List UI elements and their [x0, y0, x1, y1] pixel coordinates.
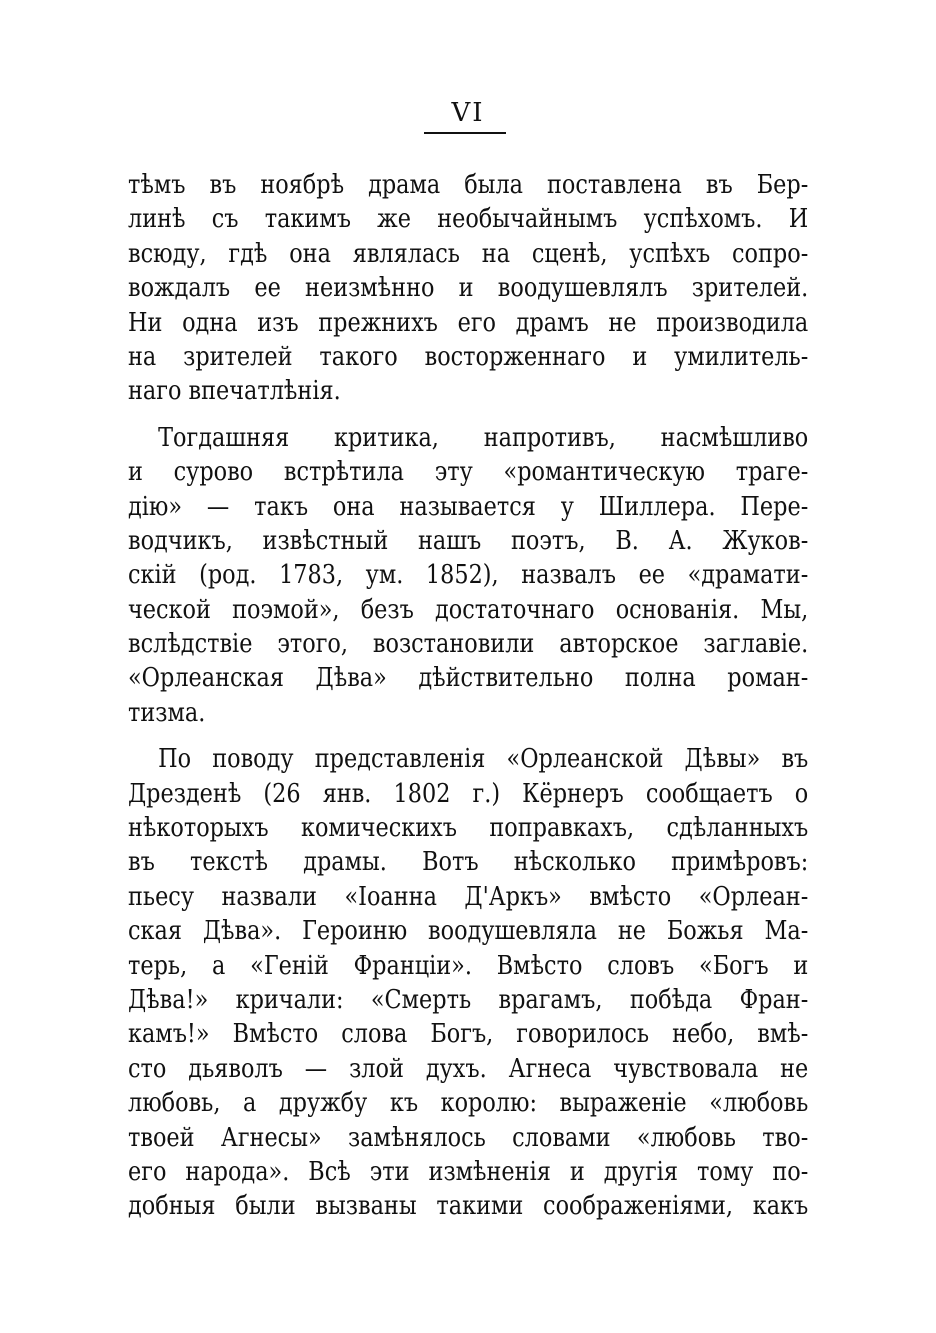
- text-line: пьесу назвали «Іоанна Д'Аркъ» вмѣсто «Орлеан-: [128, 881, 809, 912]
- text-line: Дрезденѣ (26 янв. 1802 г.) Кёрнеръ сообщаетъ о: [128, 778, 809, 809]
- text-line: линѣ съ такимъ же необычайнымъ успѣхомъ. И: [128, 204, 809, 235]
- text-line: Тогдашняя критика, напротивъ, насмѣшливо: [158, 422, 809, 453]
- page-number-rule: [424, 132, 506, 134]
- text-line: тѣмъ въ ноябрѣ драма была поставлена въ Бер-: [128, 170, 809, 200]
- text-line: Дѣва!» кричали: «Смерть врагамъ, побѣда Фран-: [128, 984, 809, 1015]
- text-line: водчикъ, извѣстный нашъ поэтъ, В. А. Жуков-: [128, 525, 809, 556]
- paragraph-3: [128, 742, 808, 1223]
- body-text: [128, 168, 808, 1224]
- text-line: ческой поэмой», безъ достаточнаго основанія. Мы,: [128, 594, 809, 625]
- text-line: въ текстѣ драмы. Вотъ нѣсколько примѣровъ:: [128, 847, 809, 878]
- text-line: «Орлеанская Дѣва» дѣйствительно полна роман-: [128, 663, 809, 694]
- text-line: дію» — такъ она называется у Шиллера. Пере-: [128, 491, 809, 522]
- paragraph-2: [128, 421, 808, 731]
- text-line: твоей Агнесы» замѣнялось словами «любовь тво-: [128, 1122, 809, 1153]
- text-line: добныя были вызваны такими соображеніями, какъ: [128, 1191, 809, 1222]
- text-line: нѣкоторыхъ комическихъ поправкахъ, сдѣланныхъ: [128, 813, 809, 844]
- text-line: По поводу представленія «Орлеанской Дѣвы» въ: [158, 744, 809, 775]
- text-line: его народа». Всѣ эти измѣненія и другія тому по-: [128, 1156, 809, 1187]
- text-line: скій (род. 1783, ум. 1852), назвалъ ее «драмати-: [128, 560, 809, 591]
- text-line: на зрителей такого восторженнаго и умилитель-: [128, 341, 809, 372]
- text-line: наго впечатлѣнія.: [128, 376, 341, 407]
- paragraph-1: [128, 168, 808, 409]
- text-line: ская Дѣва». Героиню воодушевляла не Божья Ма-: [128, 916, 809, 947]
- text-line: и сурово встрѣтила эту «романтическую траге-: [128, 457, 809, 488]
- text-line: всюду, гдѣ она являлась на сценѣ, успѣхъ сопро-: [128, 238, 809, 269]
- text-line: тизма.: [128, 697, 206, 728]
- text-line: терь, а «Геній Франціи». Вмѣсто словъ «Богъ и: [128, 950, 809, 981]
- text-line: сто дьяволъ — злой духъ. Агнеса чувствовала не: [128, 1053, 809, 1084]
- text-line: камъ!» Вмѣсто слова Богъ, говорилось небо, вмѣ-: [128, 1019, 809, 1050]
- text-line: Ни одна изъ прежнихъ его драмъ не производила: [128, 307, 809, 338]
- text-line: вождалъ ее неизмѣнно и воодушевлялъ зрителей.: [128, 273, 809, 304]
- text-line: вслѣдствіе этого, возстановили авторское заглавіе.: [128, 629, 809, 660]
- page-number: VI: [451, 98, 485, 128]
- text-line: любовь, а дружбу къ королю: выраженіе «любовь: [128, 1088, 809, 1119]
